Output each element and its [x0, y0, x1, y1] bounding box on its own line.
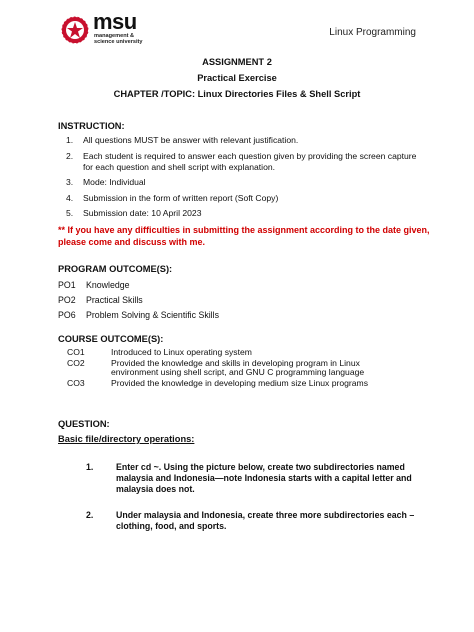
- program-outcome-heading: PROGRAM OUTCOME(S):: [58, 264, 173, 274]
- list-item: 1. All questions MUST be answer with relevant justification.: [66, 135, 299, 145]
- table-row: CO3 Provided the knowledge in developing medium size Linux programs: [67, 377, 369, 388]
- assignment-title: ASSIGNMENT 2: [202, 57, 272, 67]
- university-seal-icon: [60, 15, 90, 45]
- list-item: 2. Under malaysia and Indonesia, create three more subdirectories each – clothing, food, and sports.: [86, 510, 415, 531]
- submission-warning: ** If you have any difficulties in submitting the assignment according to the date given, please come and discuss with me.: [58, 225, 430, 247]
- chapter-topic: CHAPTER /TOPIC: Linux Directories Files & Shell Script: [113, 89, 361, 99]
- logo-subtitle: management & science university: [94, 33, 143, 45]
- course-outcome-list: [67, 348, 407, 389]
- question-subheading: Basic file/directory operations:: [58, 434, 195, 444]
- msu-logo: [60, 9, 210, 48]
- document-page: msu management & science university Linux Programming ASSIGNMENT 2 Practical Exercise CHAPTER /TOPIC: Linux Directories Files & Shell Script INSTRUCTION: 1. All questions MUST be answer with relevant justification. 2. Each student is required to answer each question given by providing the screen capture for each question and shell script with explanation. 3. Mode: Individual 4. Submission in the form of written report (Soft Copy) 5. Submission date: 10 April 2023 ** If you have any difficulties in submitting the assignment according to the date given, please come and discuss with me. PROGRAM OUTCOME(S): PO1 Knowledge PO2 Practical Skills PO6 Problem Solving & Scientific Skills COURSE OUTCOME(S): CO1 Introduced to Linux operating system CO2 Provided the knowledge and skills in developing program in Linux environment using shell script, and GNU C programming language CO3 Provided the knowledge in developing medium size Linux programs QUESTION: Basic file/directory operations: 1. Enter cd ~. Using the picture below, create two subdirectories named malaysia and Indonesia—note Indonesia starts with a capital letter and malaysia does not. 2. Under malaysia and Indonesia, create three more subdirectories each – clothing, food, and sports.: [0, 0, 474, 632]
- logo-wordmark: msu: [93, 9, 137, 34]
- question-heading: QUESTION:: [58, 419, 110, 429]
- list-item: 5. Submission date: 10 April 2023: [66, 208, 202, 218]
- table-row: CO2 Provided the knowledge and skills in developing program in Linux environment using shell script, and GNU C programming language: [67, 357, 365, 377]
- list-item: 4. Submission in the form of written report (Soft Copy): [66, 192, 279, 203]
- list-item: 3. Mode: Individual: [66, 177, 146, 187]
- table-row: CO1 Introduced to Linux operating system: [67, 347, 252, 357]
- list-item: 2. Each student is required to answer each question given by providing the screen capture for each question and shell script with explanation.: [66, 150, 417, 172]
- exercise-type: Practical Exercise: [197, 73, 277, 83]
- course-outcome-heading: COURSE OUTCOME(S):: [58, 334, 164, 344]
- list-item: 1. Enter cd ~. Using the picture below, create two subdirectories named malaysia and Indonesia—note Indonesia starts with a capital letter and malaysia does not.: [86, 462, 412, 494]
- instruction-heading: INSTRUCTION:: [58, 121, 125, 131]
- course-header: Linux Programming: [329, 27, 416, 38]
- instruction-list: [66, 135, 426, 224]
- question-list: [86, 462, 426, 547]
